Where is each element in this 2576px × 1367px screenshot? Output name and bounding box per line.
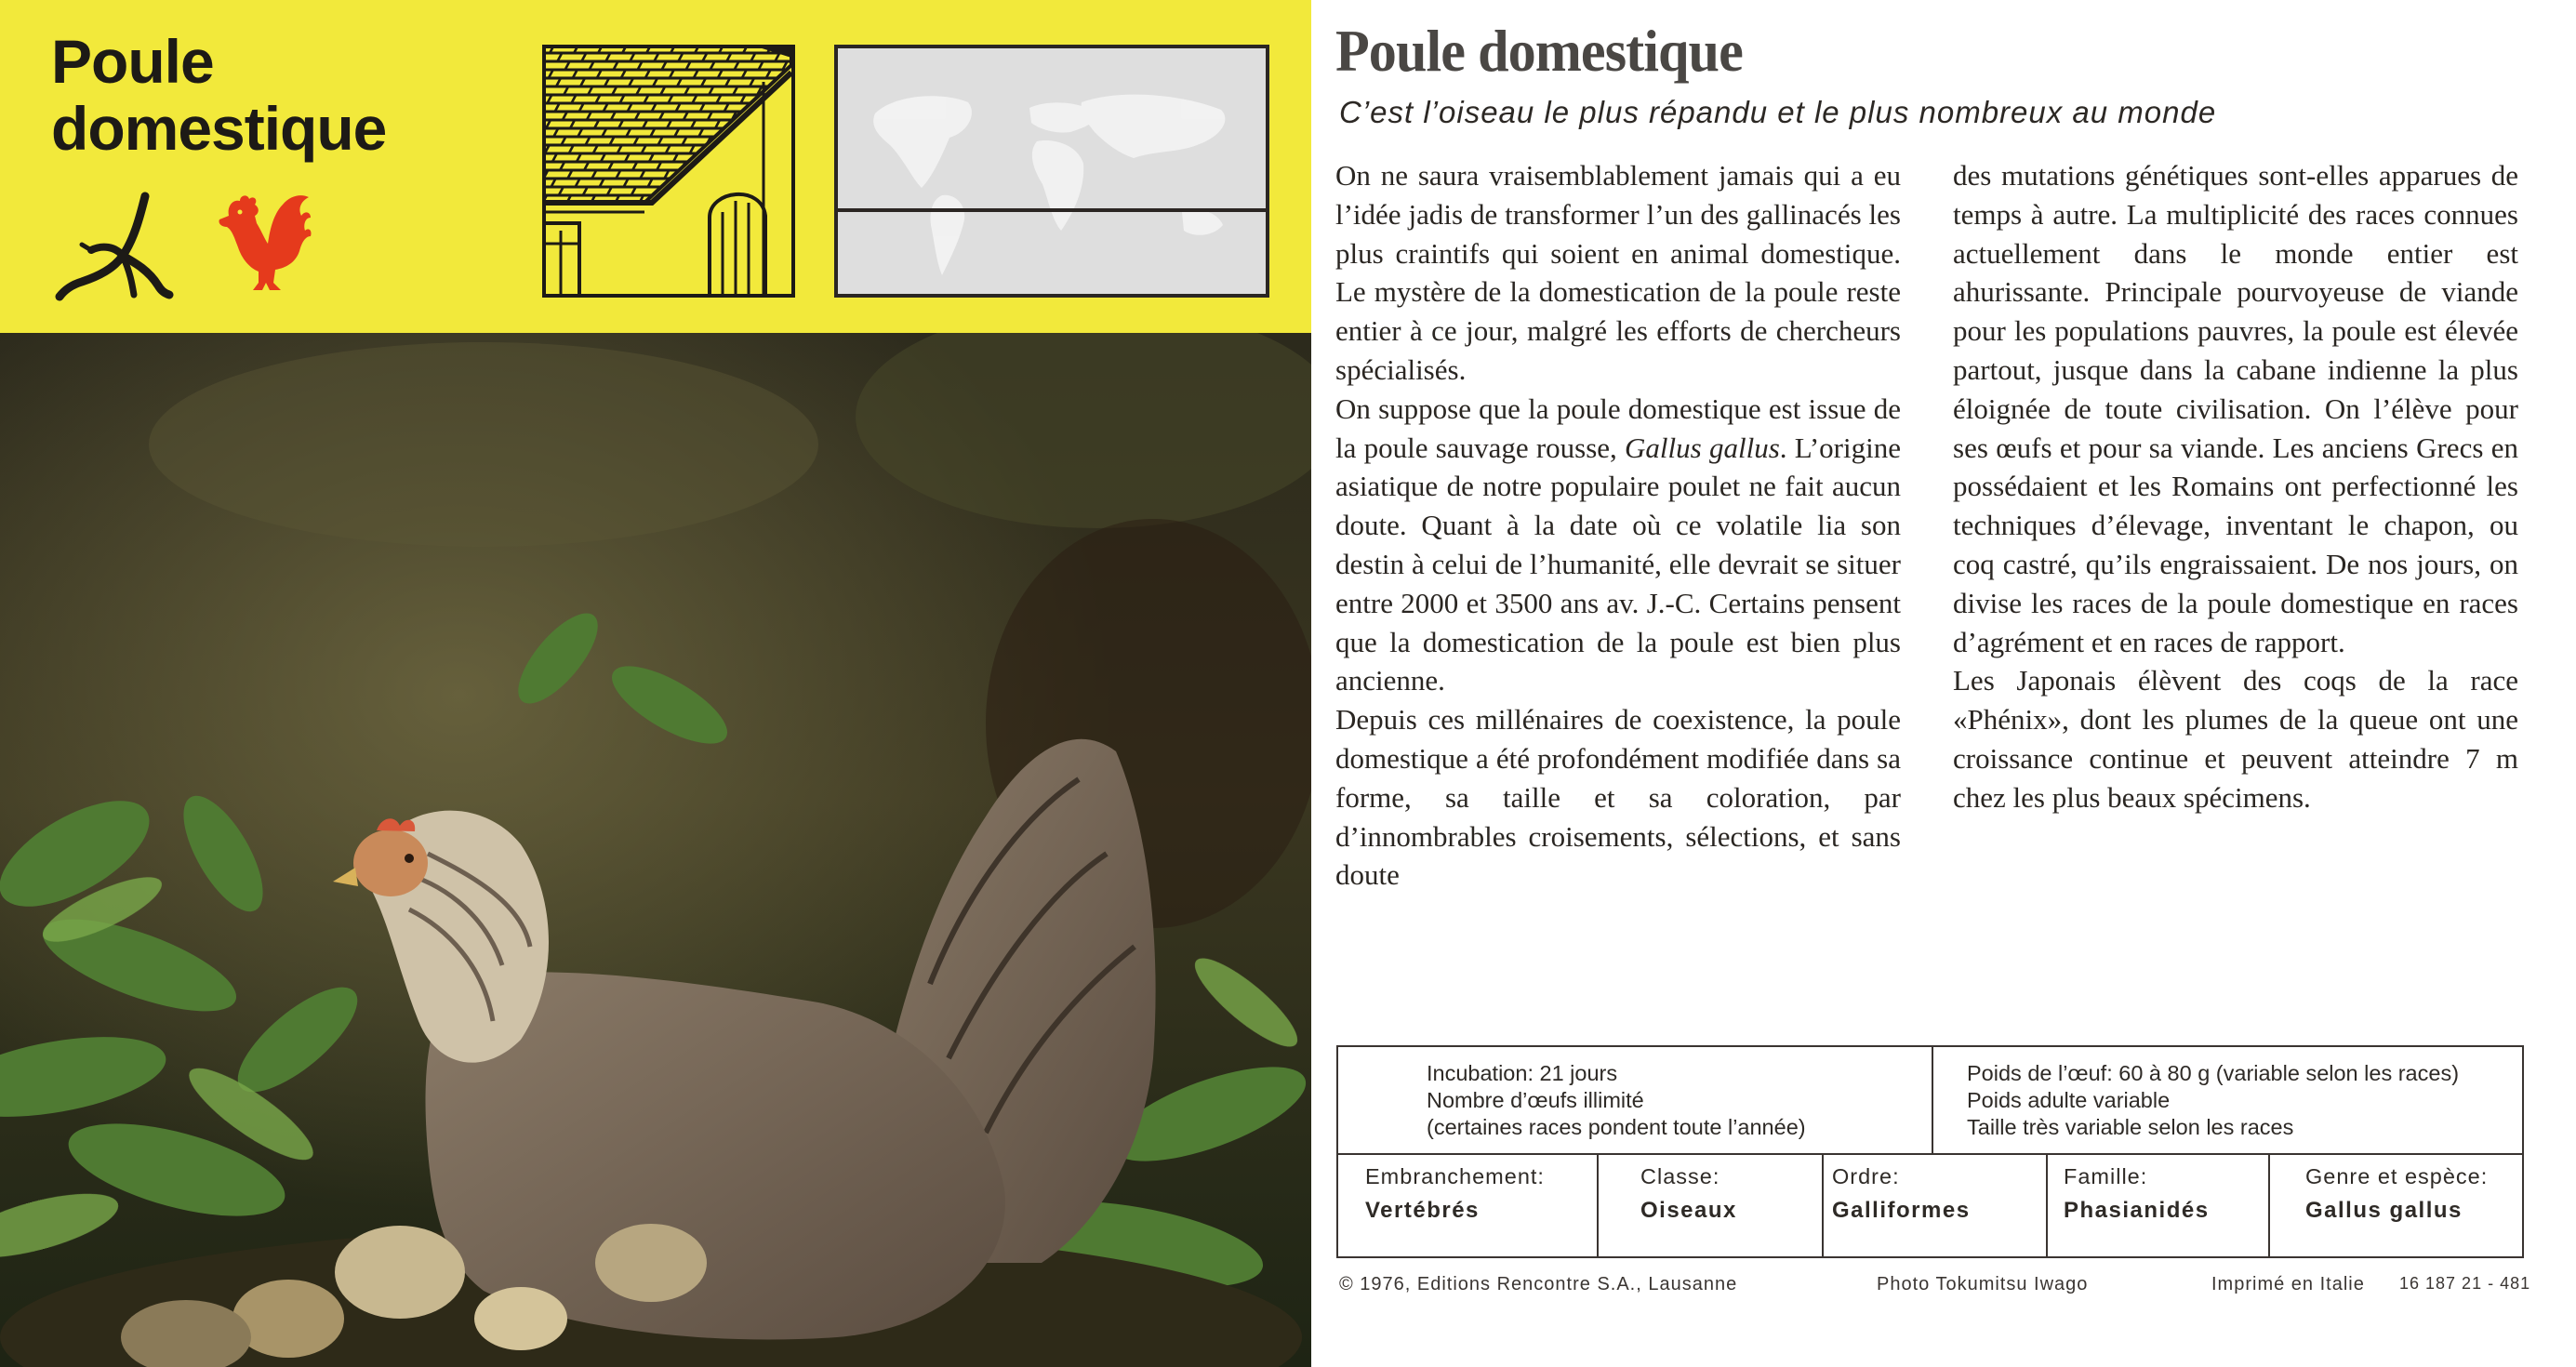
reproduction-info: [1427, 1060, 1806, 1141]
table-divider: [1822, 1153, 1824, 1258]
rooster-icon: [212, 186, 314, 302]
paragraph-text: . L’origine asiatique de notre populaire poulet ne fait aucun doute. Quant à la date où ce volatile lia son destin à celui de l’humanité, elle devrait se situer entre 2000 et 3500 ans av. J.-C. Certains pensent que la domestication de la poule est bien plus ancienne.: [1335, 431, 1901, 697]
article-subtitle: C’est l’oiseau le plus répandu et le plus nombreux au monde: [1339, 95, 2217, 129]
paragraph: Les Japonais élèvent des coqs de la race «Phénix», dont les plumes de la queue ont une croissance continue et peuvent atteindre 7 m chez les plus beaux spécimens.: [1953, 664, 2518, 814]
paragraph: On ne saura vraisemblablement jamais qui a eu l’idée jadis de transformer l’un des gallinacés les plus craintifs qui soient en animal domestique. Le mystère de la domestication de la poule reste entier à ce jour, malgré les efforts de chercheurs spécialisés.: [1335, 159, 1901, 386]
classification-label: Ordre:: [1832, 1164, 1900, 1188]
text-column-2: [1953, 156, 2518, 817]
classification-label: Embranchement:: [1365, 1164, 1545, 1188]
copyright: © 1976, Editions Rencontre S.A., Lausanne: [1339, 1274, 1738, 1294]
card-title-line-2: domestique: [51, 94, 387, 163]
paragraph: Depuis ces millénaires de coexistence, la poule domestique a été profondément modifiée dans sa forme, sa taille et sa coloration, par d’innombrables croisements, sélections, et sans doute: [1335, 703, 1901, 892]
size-info: [1967, 1060, 2459, 1141]
info-line: Poids adulte variable: [1967, 1088, 2171, 1112]
classification-value: Oiseaux: [1640, 1198, 1737, 1223]
paragraph-text: On suppose que la poule domestique est issue de la poule sauvage rousse,: [1335, 392, 1901, 464]
classification-label: Famille:: [2064, 1164, 2148, 1188]
info-line: Poids de l’œuf: 60 à 80 g (variable selon les races): [1967, 1061, 2460, 1085]
table-divider: [1597, 1153, 1599, 1258]
card-title-line-1: Poule: [51, 27, 214, 96]
article-title: Poule domestique: [1335, 18, 1743, 84]
classification-label: Genre et espèce:: [2305, 1164, 2489, 1188]
map-divider: [838, 208, 1266, 212]
classification-value: Galliformes: [1832, 1198, 1971, 1223]
world-map-icon: [838, 48, 1266, 294]
table-divider: [1932, 1047, 1933, 1153]
habitat-icon: [542, 45, 795, 298]
classification-value: Phasianidés: [2064, 1198, 2210, 1223]
photo-credit: Photo Tokumitsu Iwago: [1877, 1274, 2089, 1294]
distribution-map: [834, 45, 1269, 298]
facts-table: [1336, 1045, 2524, 1258]
paragraph: des mutations génétiques sont-elles apparues de temps à autre. La multiplicité des races connues actuellement dans le monde entier est ahurissante. Principale pourvoyeuse de viande pour les populations pauvres, la poule est élevée partout, jusque dans la cabane indienne la plus éloignée de toute civilisation. On l’élève pour ses œufs et pour sa viande. Les anciens Grecs en possédaient et les Romains ont perfectionné les techniques d’élevage, inventant le chapon, ou coq castré, qu’ils engraissaient. De nos jours, on divise les races de la poule domestique en races d’agrément et en races de rapport.: [1953, 159, 2518, 658]
card-title: [51, 28, 386, 162]
printed-in: Imprimé en Italie: [2211, 1274, 2365, 1294]
classification-value: Vertébrés: [1365, 1198, 1480, 1223]
info-line: Incubation: 21 jours: [1427, 1061, 1618, 1085]
info-line: Nombre d’œufs illimité: [1427, 1088, 1644, 1112]
classification-value: Gallus gallus: [2305, 1198, 2463, 1223]
paragraph: [1335, 390, 1901, 700]
table-divider: [2268, 1153, 2270, 1258]
table-divider: [2046, 1153, 2048, 1258]
hen-photo: [0, 333, 1311, 1367]
classification-label: Classe:: [1640, 1164, 1720, 1188]
species-name: Gallus gallus: [1625, 431, 1780, 464]
claw-icon: [54, 191, 175, 302]
card-code: 16 187 21 - 481: [2399, 1274, 2531, 1293]
table-divider: [1338, 1153, 2522, 1155]
text-column-1: [1335, 156, 1901, 895]
info-line: (certaines races pondent toute l’année): [1427, 1115, 1806, 1139]
info-line: Taille très variable selon les races: [1967, 1115, 2294, 1139]
